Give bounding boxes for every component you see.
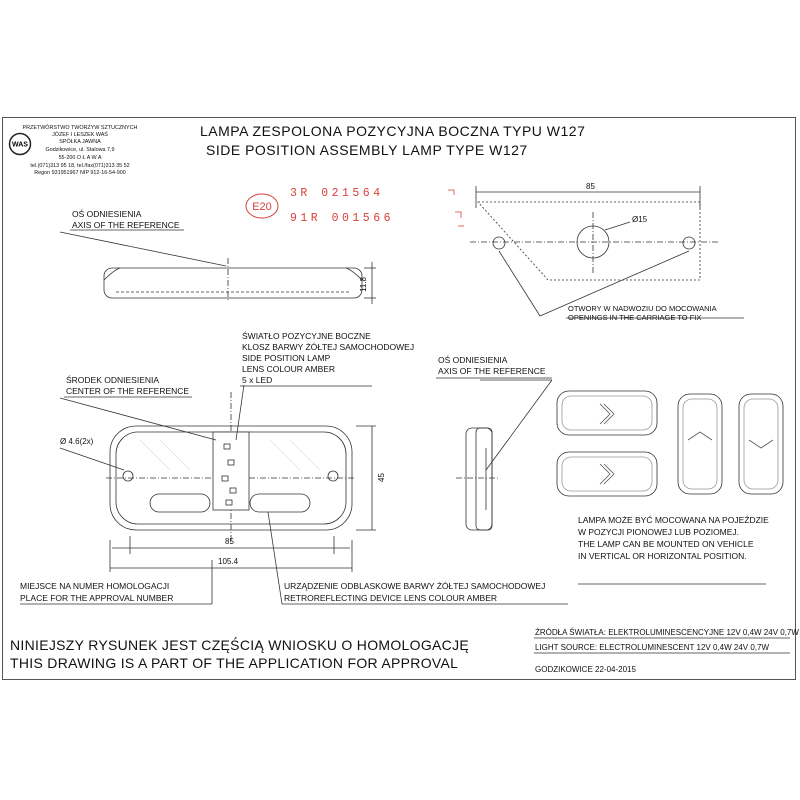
mounting-orientations	[557, 391, 783, 496]
retroreflector-label-pl: URZĄDZENIE ODBLASKOWE BARWY ŻÓŁTEJ SAMOCHODOWEJ	[284, 581, 546, 591]
axis-reference-2-label-pl: OŚ ODNIESIENIA	[438, 355, 508, 365]
company-line6: tel.(071)313 95 18, tel./fax(071)313 35 52	[30, 163, 130, 169]
dimension-diameter-4-6: Ø 4.6(2x)	[60, 437, 94, 446]
lamp-front-view	[60, 385, 376, 604]
mounting-note-pl-1: LAMPA MOŻE BYĆ MOCOWANA NA POJEŹDZIE	[578, 515, 769, 525]
light-label-en-1: SIDE POSITION LAMP	[242, 353, 331, 363]
approval-number-91r: 91R 001566	[290, 212, 395, 225]
light-label-led: 5 x LED	[242, 375, 273, 385]
lamp-side-view	[60, 232, 376, 304]
fixing-holes-label-en: OPENINGS IN THE CARRIAGE TO FIX	[568, 313, 702, 322]
company-line5: 55-200 O Ł A W A	[58, 155, 102, 161]
mounting-note-pl-2: W POZYCJI PIONOWEJ LUB POZIOMEJ.	[578, 527, 740, 537]
title-en: SIDE POSITION ASSEMBLY LAMP TYPE W127	[206, 142, 528, 158]
mounting-note-en-1: THE LAMP CAN BE MOUNTED ON VEHICLE	[578, 539, 754, 549]
retroreflector-label-en: RETROREFLECTING DEVICE LENS COLOUR AMBER	[284, 593, 498, 603]
company-line3: SPÓŁKA JAWNA	[59, 139, 101, 145]
light-label-pl-2: KLOSZ BARWY ŻÓŁTEJ SAMOCHODOWEJ	[242, 342, 415, 352]
company-line2: JÓZEF I LESZEK WAŚ	[52, 132, 108, 138]
dimension-diameter-15: Ø15	[632, 215, 648, 224]
light-label-pl-1: ŚWIATŁO POZYCYJNE BOCZNE	[242, 331, 371, 341]
center-reference-label-en: CENTER OF THE REFERENCE	[66, 386, 190, 396]
company-line4: Godzikowice, ul. Stalowa 7,9	[45, 147, 115, 153]
place-and-date: GODZIKOWICE 22-04-2015	[535, 665, 636, 674]
footer-statement-pl: NINIEJSZY RYSUNEK JEST CZĘŚCIĄ WNIOSKU O HOMOLOGACJĘ	[10, 637, 470, 653]
light-source-pl: ŹRÓDŁA ŚWIATŁA: ELEKTROLUMINESCENCYJNE 12V 0,4W 24V 0,7W	[535, 628, 799, 637]
center-reference-label-pl: ŚRODEK ODNIESIENIA	[66, 375, 160, 385]
approval-number-3r: 3R 021564	[290, 187, 384, 200]
mounting-note-en-2: IN VERTICAL OR HORIZONTAL POSITION.	[578, 551, 747, 561]
dimension-85-top: 85	[586, 182, 595, 191]
company-line7: Regon 931951967 NIP 912-16-54-900	[34, 170, 126, 176]
light-source-en: LIGHT SOURCE: ELECTROLUMINESCENT 12V 0,4W 24V 0,7W	[535, 643, 769, 652]
approval-place-label-en: PLACE FOR THE APPROVAL NUMBER	[20, 593, 174, 603]
dimension-85: 85	[225, 537, 234, 546]
light-label-en-2: LENS COLOUR AMBER	[242, 364, 336, 374]
mounting-hole-template	[448, 186, 744, 318]
dimension-11-8: 11.8	[359, 277, 368, 292]
company-line1: PRZETWÓRSTWO TWORZYW SZTUCZNYCH	[22, 125, 138, 131]
dimension-45: 45	[377, 473, 386, 482]
axis-reference-2-label-en: AXIS OF THE REFERENCE	[438, 366, 546, 376]
footer-statement-en: THIS DRAWING IS A PART OF THE APPLICATION FOR APPROVAL	[10, 655, 459, 671]
fixing-holes-label-pl: OTWORY W NADWOZIU DO MOCOWANIA	[568, 304, 717, 313]
approval-place-label-pl: MIEJSCE NA NUMER HOMOLOGACJI	[20, 581, 170, 591]
svg-text:E20: E20	[252, 201, 272, 213]
svg-text:WAS: WAS	[12, 141, 28, 149]
dimension-105-4: 105.4	[218, 557, 239, 566]
axis-reference-label-pl: OŚ ODNIESIENIA	[72, 209, 142, 219]
axis-reference-label-en: AXIS OF THE REFERENCE	[72, 220, 180, 230]
title-pl: LAMPA ZESPOLONA POZYCYJNA BOCZNA TYPU W127	[200, 123, 586, 139]
lamp-profile-view	[456, 380, 552, 530]
